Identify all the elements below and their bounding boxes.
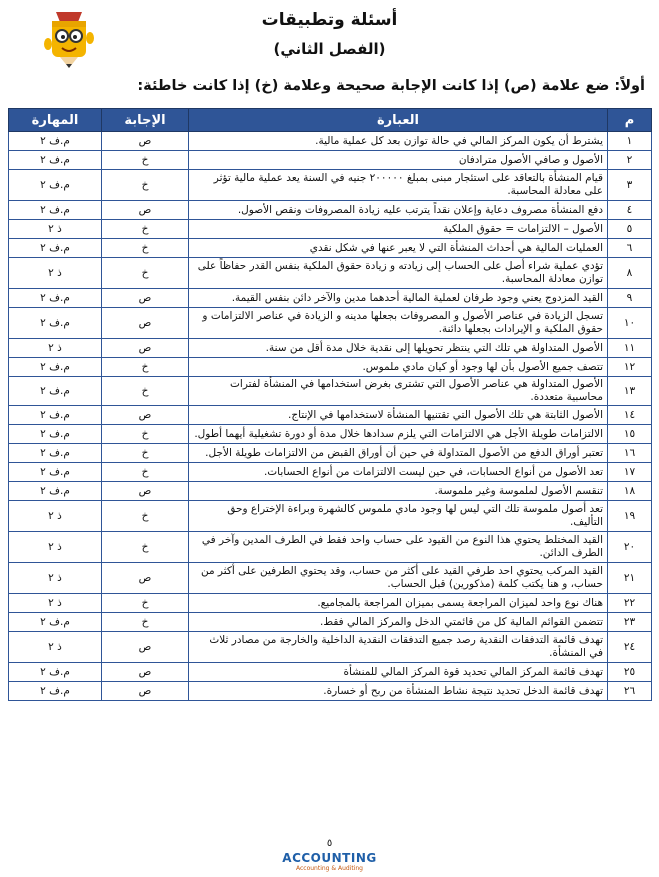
row-answer: خ: [102, 613, 189, 632]
table-row: [9, 563, 652, 594]
row-statement: العمليات المالية هي أحداث المنشأة التي لا يعبر عنها في شكل نقدي: [189, 239, 608, 258]
table-row: [9, 613, 652, 632]
row-number: ٢٦: [608, 682, 652, 701]
page-header: [0, 10, 659, 58]
row-skill: م.ف ٢: [9, 239, 102, 258]
row-answer: خ: [102, 258, 189, 289]
row-statement: تتصف جميع الأصول بأن لها وجود أو كيان مادي ملموس.: [189, 358, 608, 377]
table-row: [9, 289, 652, 308]
accounting-logo: [282, 851, 376, 872]
row-skill: م.ف ٢: [9, 201, 102, 220]
table-row: [9, 406, 652, 425]
row-answer: خ: [102, 532, 189, 563]
row-number: ١٣: [608, 377, 652, 406]
row-number: ١: [608, 132, 652, 151]
table-row: [9, 594, 652, 613]
table-row: [9, 632, 652, 663]
table-row: [9, 239, 652, 258]
row-answer: خ: [102, 170, 189, 201]
table-row: [9, 339, 652, 358]
row-answer: ص: [102, 563, 189, 594]
page-footer: [0, 838, 659, 874]
row-statement: دفع المنشأة مصروف دعاية وإعلان نقداً يترتب عليه زيادة المصروفات ونقص الأصول.: [189, 201, 608, 220]
row-number: ٢١: [608, 563, 652, 594]
row-skill: م.ف ٢: [9, 308, 102, 339]
row-number: ١١: [608, 339, 652, 358]
row-number: ١٩: [608, 501, 652, 532]
table-row: [9, 132, 652, 151]
table-row: [9, 201, 652, 220]
header-skill: المهارة: [9, 109, 102, 132]
row-skill: م.ف ٢: [9, 463, 102, 482]
row-answer: ص: [102, 339, 189, 358]
table-row: [9, 308, 652, 339]
row-skill: ذ ٢: [9, 339, 102, 358]
row-number: ١٢: [608, 358, 652, 377]
row-number: ٨: [608, 258, 652, 289]
row-answer: ص: [102, 201, 189, 220]
row-number: ١٨: [608, 482, 652, 501]
row-statement: تسجل الزيادة في عناصر الأصول و المصروفات بجعلها مدينه و الزيادة في عناصر الالتزامات و حقوق الملكية و الإيرادات بجعلها دائنة.: [189, 308, 608, 339]
row-statement: تهدف قائمة المركز المالي تحديد قوة المركز المالي للمنشأة: [189, 663, 608, 682]
row-answer: خ: [102, 151, 189, 170]
table-body: [9, 132, 652, 701]
table-row: [9, 444, 652, 463]
table-row: [9, 463, 652, 482]
row-answer: ص: [102, 406, 189, 425]
row-number: ٩: [608, 289, 652, 308]
row-answer: خ: [102, 358, 189, 377]
row-statement: تعد الأصول من أنواع الحسابات، في حين ليست الالتزامات من أنواع الحسابات.: [189, 463, 608, 482]
row-answer: ص: [102, 682, 189, 701]
row-answer: ص: [102, 632, 189, 663]
header-statement: العبارة: [189, 109, 608, 132]
table-row: [9, 151, 652, 170]
row-number: ١٦: [608, 444, 652, 463]
table-row: [9, 663, 652, 682]
row-statement: الأصول و صافي الأصول مترادفان: [189, 151, 608, 170]
row-skill: ذ ٢: [9, 532, 102, 563]
row-skill: ذ ٢: [9, 220, 102, 239]
row-statement: الأصول المتداولة هي تلك التي ينتظر تحويلها إلى نقدية خلال مدة أقل من سنة.: [189, 339, 608, 358]
row-answer: خ: [102, 444, 189, 463]
row-number: ٢٤: [608, 632, 652, 663]
row-statement: الأصول الثابتة هي تلك الأصول التي تقتنيها المنشأة لاستخدامها في الإنتاج.: [189, 406, 608, 425]
row-skill: م.ف ٢: [9, 170, 102, 201]
table-header-row: [9, 109, 652, 132]
row-answer: خ: [102, 239, 189, 258]
row-answer: خ: [102, 425, 189, 444]
row-skill: م.ف ٢: [9, 482, 102, 501]
table-row: [9, 501, 652, 532]
row-statement: هناك نوع واحد لميزان المراجعة يسمى بميزان المراجعة بالمجاميع.: [189, 594, 608, 613]
row-number: ١٤: [608, 406, 652, 425]
row-statement: القيد المختلط يحتوي هذا النوع من القيود على حساب واحد فقط في الطرف المدين وآخر في الطرف الدائن.: [189, 532, 608, 563]
row-statement: تؤدي عملية شراء أصل على الحساب إلى زيادته و زيادة حقوق الملكية بنفس القدر حفاظاً على توازن معادلة المحاسبة.: [189, 258, 608, 289]
row-number: ٦: [608, 239, 652, 258]
row-skill: ذ ٢: [9, 632, 102, 663]
row-statement: تتضمن القوائم المالية كل من قائمتي الدخل والمركز المالي فقط.: [189, 613, 608, 632]
row-number: ٤: [608, 201, 652, 220]
chapter-subtitle: (الفصل الثاني): [273, 40, 386, 58]
row-answer: خ: [102, 377, 189, 406]
logo-text: ACCOUNTING: [282, 851, 377, 865]
row-statement: تهدف قائمة التدفقات النقدية رصد جميع التدفقات النقدية الداخلية والخارجة من مصادر ثلاث في المنشأة.: [189, 632, 608, 663]
row-answer: ص: [102, 308, 189, 339]
row-statement: يشترط أن يكون المركز المالي في حالة توازن بعد كل عملية مالية.: [189, 132, 608, 151]
row-number: ٣: [608, 170, 652, 201]
row-skill: ذ ٢: [9, 594, 102, 613]
row-skill: م.ف ٢: [9, 613, 102, 632]
table-row: [9, 532, 652, 563]
row-statement: القيد المزدوج يعني وجود طرفان لعملية المالية أحدهما مدين والآخر دائن بنفس القيمة.: [189, 289, 608, 308]
table-row: [9, 358, 652, 377]
instructions: أولاً: ضع علامة (ص) إذا كانت الإجابة صحيحة وعلامة (خ) إذا كانت خاطئة:: [137, 78, 645, 94]
row-skill: ذ ٢: [9, 501, 102, 532]
row-statement: تعتبر أوراق الدفع من الأصول المتداولة في حين أن أوراق القبض من الالتزامات طويلة الأجل.: [189, 444, 608, 463]
row-statement: تعد أصول ملموسة تلك التي ليس لها وجود مادي ملموس كالشهرة وبراءة الإختراع وحق التأليف.: [189, 501, 608, 532]
table-row: [9, 682, 652, 701]
row-skill: م.ف ٢: [9, 425, 102, 444]
row-statement: الأصول – الالتزامات = حقوق الملكية: [189, 220, 608, 239]
row-skill: م.ف ٢: [9, 444, 102, 463]
page-number: ٥: [326, 838, 333, 849]
row-number: ٢٢: [608, 594, 652, 613]
row-skill: م.ف ٢: [9, 358, 102, 377]
row-answer: ص: [102, 132, 189, 151]
row-number: ٢: [608, 151, 652, 170]
row-number: ١٧: [608, 463, 652, 482]
row-statement: قيام المنشأة بالتعاقد على استئجار مبنى بمبلغ ٢٠٠٠٠٠ جنيه في السنة يعد عملية مالية تؤثر على معادلة المحاسبة.: [189, 170, 608, 201]
row-statement: تهدف قائمة الدخل تحديد نتيجة نشاط المنشأة من ربح أو خسارة.: [189, 682, 608, 701]
row-statement: الالتزامات طويلة الأجل هي الالتزامات التي يلزم سدادها خلال مدة أو دورة تشغيلية أيهما أطول.: [189, 425, 608, 444]
row-answer: خ: [102, 594, 189, 613]
row-number: ١٠: [608, 308, 652, 339]
row-statement: القيد المركب يحتوي احد طرفي القيد على أكثر من حساب، وقد يحتوي الطرفين على أكثر من حساب، و هنا يكتب كلمة (مذكورين) قبل الحساب.: [189, 563, 608, 594]
logo-subtext: Accounting & Auditing: [295, 865, 363, 872]
table-row: [9, 170, 652, 201]
row-skill: م.ف ٢: [9, 406, 102, 425]
page-title: أسئلة وتطبيقات: [261, 10, 398, 30]
row-skill: ذ ٢: [9, 258, 102, 289]
row-number: ٥: [608, 220, 652, 239]
row-answer: ص: [102, 289, 189, 308]
row-answer: خ: [102, 501, 189, 532]
row-skill: م.ف ٢: [9, 377, 102, 406]
row-skill: ذ ٢: [9, 563, 102, 594]
row-statement: الأصول المتداولة هي عناصر الأصول التي تشترى بغرض استخدامها في المنشأة لفترات محاسبية متعددة.: [189, 377, 608, 406]
row-number: ١٥: [608, 425, 652, 444]
row-skill: م.ف ٢: [9, 151, 102, 170]
row-answer: خ: [102, 463, 189, 482]
table-row: [9, 220, 652, 239]
row-number: ٢٠: [608, 532, 652, 563]
header-answer: الإجابة: [102, 109, 189, 132]
row-skill: م.ف ٢: [9, 663, 102, 682]
row-answer: خ: [102, 220, 189, 239]
table-row: [9, 482, 652, 501]
row-answer: ص: [102, 482, 189, 501]
header-num: م: [608, 109, 652, 132]
row-statement: تنقسم الأصول لملموسة وغير ملموسة.: [189, 482, 608, 501]
row-skill: م.ف ٢: [9, 289, 102, 308]
row-skill: م.ف ٢: [9, 132, 102, 151]
row-number: ٢٥: [608, 663, 652, 682]
row-skill: م.ف ٢: [9, 682, 102, 701]
row-number: ٢٣: [608, 613, 652, 632]
table-row: [9, 377, 652, 406]
questions-table: [8, 108, 652, 701]
table-row: [9, 258, 652, 289]
table-row: [9, 425, 652, 444]
row-answer: ص: [102, 663, 189, 682]
